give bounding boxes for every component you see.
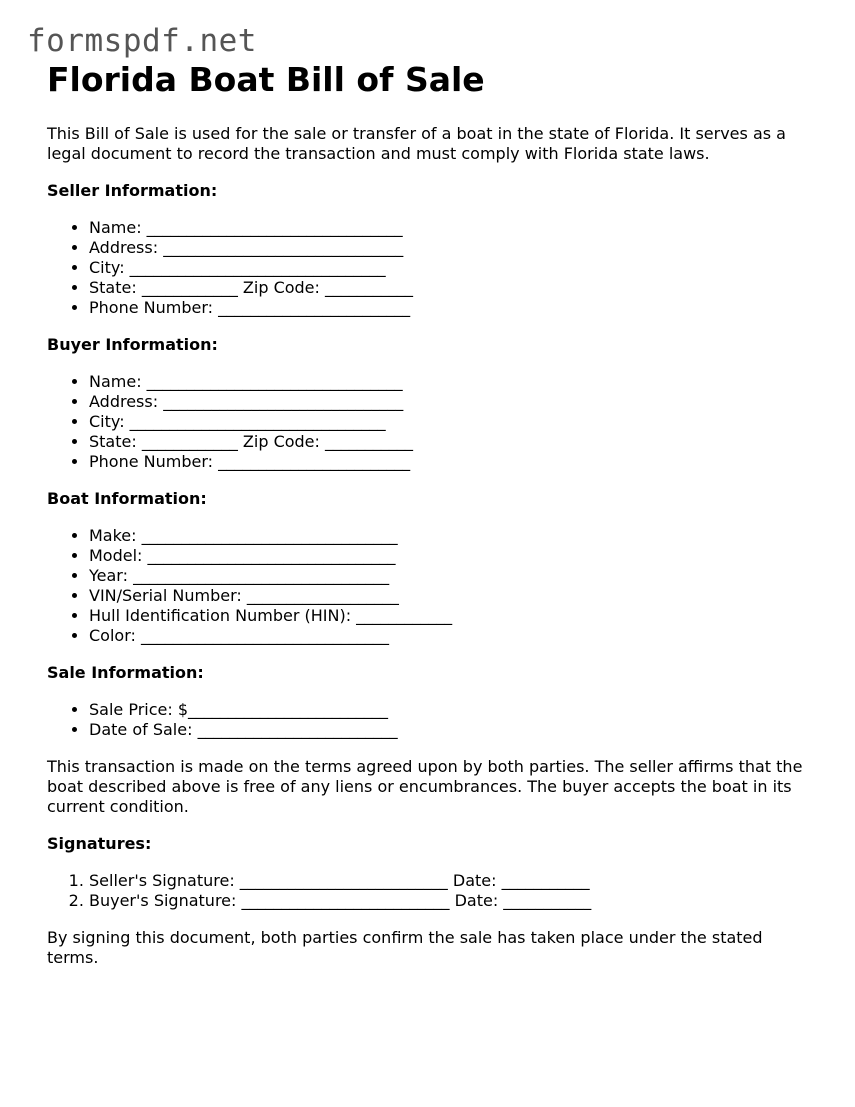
buyer-heading: Buyer Information: xyxy=(47,335,218,354)
seller-name-line: • Name: ________________________________ xyxy=(89,218,817,238)
boat-make-line: • Make: ________________________________ xyxy=(89,526,817,546)
buyer-address-line: • Address: ______________________________ xyxy=(89,392,817,412)
seller-city-line: • City: ________________________________ xyxy=(89,258,817,278)
document-page xyxy=(47,60,817,968)
buyer-signature-line: 2. Buyer's Signature: __________________________ Date: ___________ xyxy=(89,891,817,911)
seller-state-zip-line: • State: ____________ Zip Code: ___________ xyxy=(89,278,817,298)
boat-heading: Boat Information: xyxy=(47,489,207,508)
boat-model-line: • Model: _______________________________ xyxy=(89,546,817,566)
buyer-list xyxy=(47,372,817,472)
boat-color-line: • Color: _______________________________ xyxy=(89,626,817,646)
sale-date-line: • Date of Sale: _________________________ xyxy=(89,720,817,740)
seller-heading: Seller Information: xyxy=(47,181,218,200)
seller-address-line: • Address: ______________________________ xyxy=(89,238,817,258)
sale-price-line: • Sale Price: $_________________________ xyxy=(89,700,817,720)
seller-phone-line: • Phone Number: ________________________ xyxy=(89,298,817,318)
boat-year-line: • Year: ________________________________ xyxy=(89,566,817,586)
terms-paragraph: This transaction is made on the terms agreed upon by both parties. The seller affirms that the boat described above is free of any liens or encumbrances. The buyer accepts the boat in its current condition. xyxy=(47,757,803,816)
seller-signature-line: 1. Seller's Signature: __________________________ Date: ___________ xyxy=(89,871,817,891)
page-title: Florida Boat Bill of Sale xyxy=(47,60,485,99)
buyer-phone-line: • Phone Number: ________________________ xyxy=(89,452,817,472)
watermark-logo: formspdf.net xyxy=(27,23,257,59)
buyer-name-line: • Name: ________________________________ xyxy=(89,372,817,392)
signatures-heading: Signatures: xyxy=(47,834,152,853)
seller-list xyxy=(47,218,817,318)
intro-paragraph: This Bill of Sale is used for the sale or transfer of a boat in the state of Florida. It serves as a legal document to record the transaction and must comply with Florida state laws. xyxy=(47,124,786,163)
buyer-city-line: • City: ________________________________ xyxy=(89,412,817,432)
signatures-list xyxy=(47,871,817,911)
sale-list xyxy=(47,700,817,740)
closing-paragraph: By signing this document, both parties confirm the sale has taken place under the stated terms. xyxy=(47,928,763,967)
buyer-state-zip-line: • State: ____________ Zip Code: ___________ xyxy=(89,432,817,452)
boat-hin-line: • Hull Identification Number (HIN): ____________ xyxy=(89,606,817,626)
boat-vin-line: • VIN/Serial Number: ___________________ xyxy=(89,586,817,606)
boat-list xyxy=(47,526,817,646)
sale-heading: Sale Information: xyxy=(47,663,204,682)
